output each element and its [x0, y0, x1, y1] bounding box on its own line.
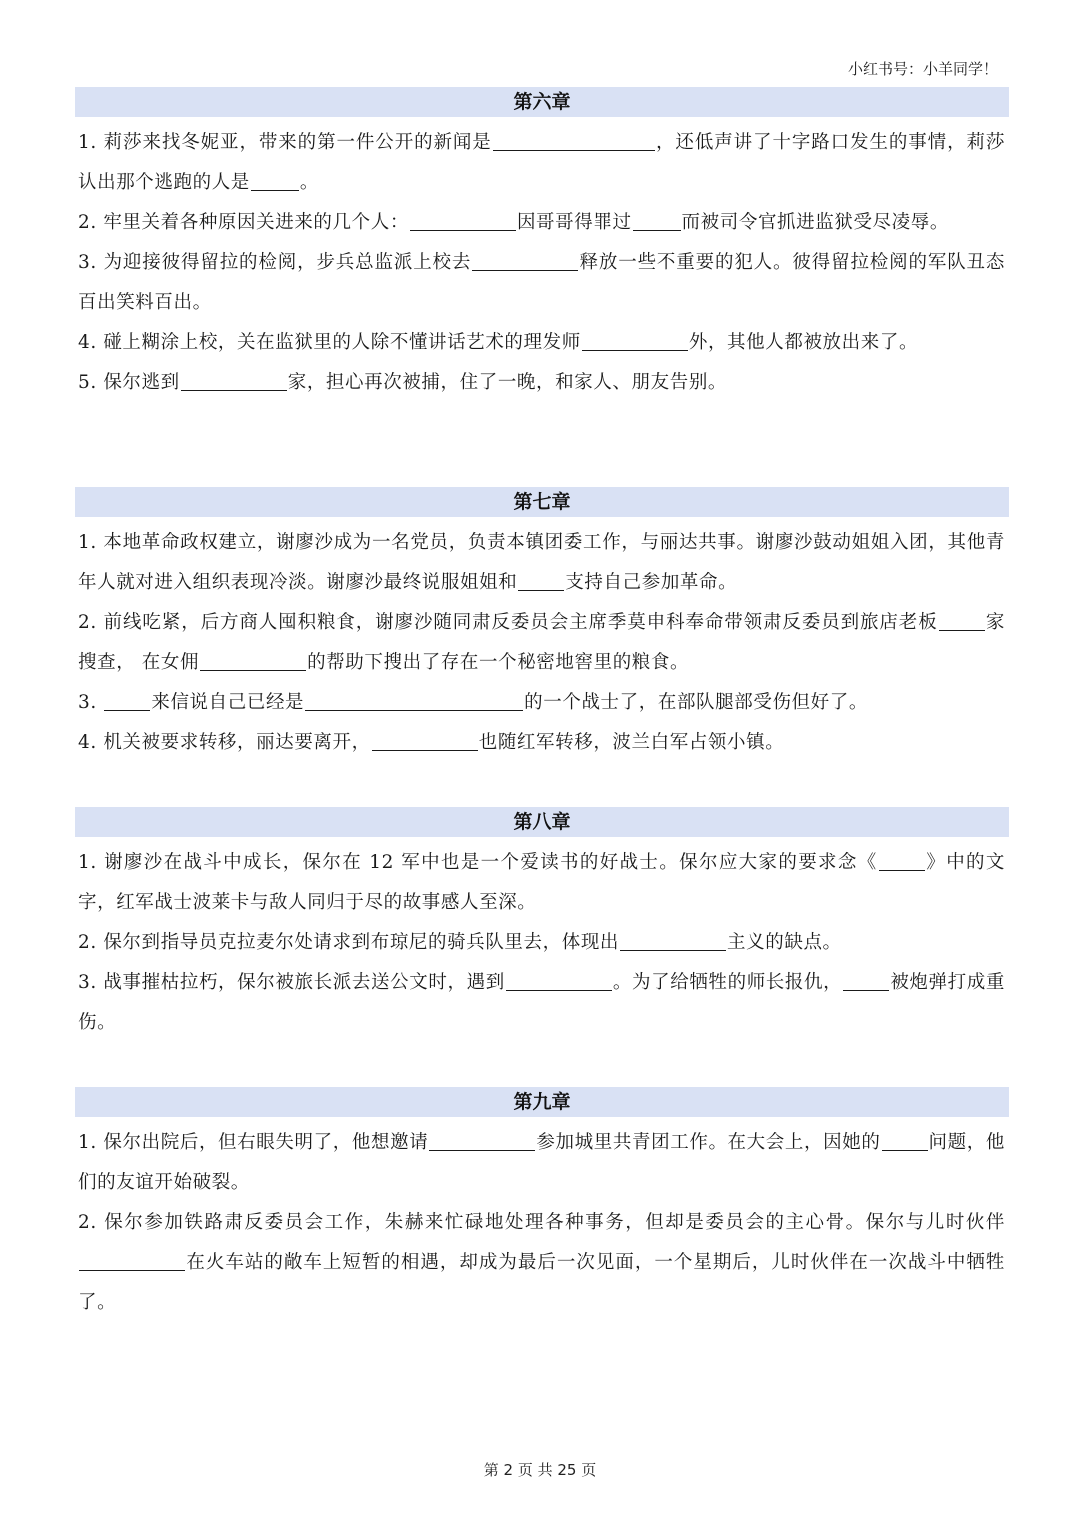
answer-blank[interactable] — [410, 212, 516, 231]
question-item: 2. 前线吃紧，后方商人囤积粮食，谢廖沙随同肃反委员会主席季莫申科奉命带领肃反委员到旅店老板 家搜查， 在女佣 的帮助下搜出了存在一个秘密地窖里的粮食。 — [78, 612, 1005, 673]
answer-blank[interactable] — [200, 652, 306, 671]
chapter-7-section — [75, 487, 1009, 763]
answer-blank[interactable] — [472, 252, 578, 271]
question-item: 3. 来信说自己已经是 的一个战士了，在部队腿部受伤但好了。 — [78, 692, 868, 713]
question-item: 2. 保尔到指导员克拉麦尔处请求到布琼尼的骑兵队里去，体现出 主义的缺点。 — [78, 932, 842, 953]
chapter-title: 第六章 — [75, 87, 1009, 117]
answer-blank[interactable] — [506, 972, 612, 991]
answer-blank[interactable] — [104, 692, 150, 711]
answer-blank[interactable] — [429, 1132, 535, 1151]
answer-blank[interactable] — [79, 1252, 185, 1271]
chapter-6-section — [75, 87, 1009, 403]
question-item: 4. 机关被要求转移，丽达要离开， 也随红军转移，波兰白军占领小镇。 — [78, 732, 785, 753]
question-item: 2. 牢里关着各种原因关进来的几个人： 因哥哥得罪过 而被司令官抓进监狱受尽凌辱。 — [78, 212, 949, 233]
question-item: 1. 保尔出院后，但右眼失明了，他想邀请 参加城里共青团工作。在大会上，因她的 问题，他们的友谊开始破裂。 — [78, 1132, 1005, 1193]
question-item: 3. 战事摧枯拉朽，保尔被旅长派去送公文时，遇到 。为了给牺牲的师长报仇， 被炮弹打成重伤。 — [78, 972, 1006, 1033]
answer-blank[interactable] — [493, 132, 655, 151]
answer-blank[interactable] — [882, 1132, 928, 1151]
question-item: 1. 谢廖沙在战斗中成长，保尔在 12 军中也是一个爱读书的好战士。保尔应大家的要求念《 》中的文字，红军战士波莱卡与敌人同归于尽的故事感人至深。 — [78, 852, 1005, 913]
question-item: 2. 保尔参加铁路肃反委员会工作，朱赫来忙碌地处理各种事务，但却是委员会的主心骨。保尔与儿时伙伴在火车站的敞车上短暂的相遇，却成为最后一次见面，一个星期后，儿时伙伴在一次战斗中牺牲了。 — [78, 1212, 1005, 1313]
question-item: 3. 为迎接彼得留拉的检阅，步兵总监派上校去 释放一些不重要的犯人。彼得留拉检阅的军队丑态百出笑料百出。 — [78, 252, 1006, 313]
question-item: 5. 保尔逃到 家，担心再次被捕，住了一晚，和家人、朋友告别。 — [78, 372, 728, 393]
answer-blank[interactable] — [582, 332, 688, 351]
question-item: 1. 莉莎来找冬妮亚，带来的第一件公开的新闻是 ，还低声讲了十字路口发生的事情，莉莎认出那个逃跑的人是 。 — [78, 132, 1005, 193]
chapter-title: 第七章 — [75, 487, 1009, 517]
answer-blank[interactable] — [181, 372, 287, 391]
chapter-title: 第八章 — [75, 807, 1009, 837]
answer-blank[interactable] — [879, 852, 925, 871]
answer-blank[interactable] — [620, 932, 726, 951]
chapter-8-section — [75, 807, 1009, 1043]
question-item: 1. 本地革命政权建立，谢廖沙成为一名党员，负责本镇团委工作，与丽达共事。谢廖沙鼓动姐姐入团，其他青年人就对进入组织表现冷淡。谢廖沙最终说服姐姐和 支持自己参加革命。 — [78, 532, 1005, 593]
chapter-title: 第九章 — [75, 1087, 1009, 1117]
watermark-text: 小红书号：小羊同学！ — [847, 60, 998, 78]
answer-blank[interactable] — [939, 612, 985, 631]
question-item: 4. 碰上糊涂上校，关在监狱里的人除不懂讲话艺术的理发师 外，其他人都被放出来了。 — [78, 332, 919, 353]
page-number: 第 2 页 共 25 页 — [483, 1461, 597, 1479]
answer-blank[interactable] — [305, 692, 523, 711]
answer-blank[interactable] — [633, 212, 681, 231]
answer-blank[interactable] — [372, 732, 478, 751]
answer-blank[interactable] — [518, 572, 564, 591]
chapter-9-section — [75, 1087, 1009, 1323]
answer-blank[interactable] — [251, 172, 299, 191]
answer-blank[interactable] — [843, 972, 889, 991]
